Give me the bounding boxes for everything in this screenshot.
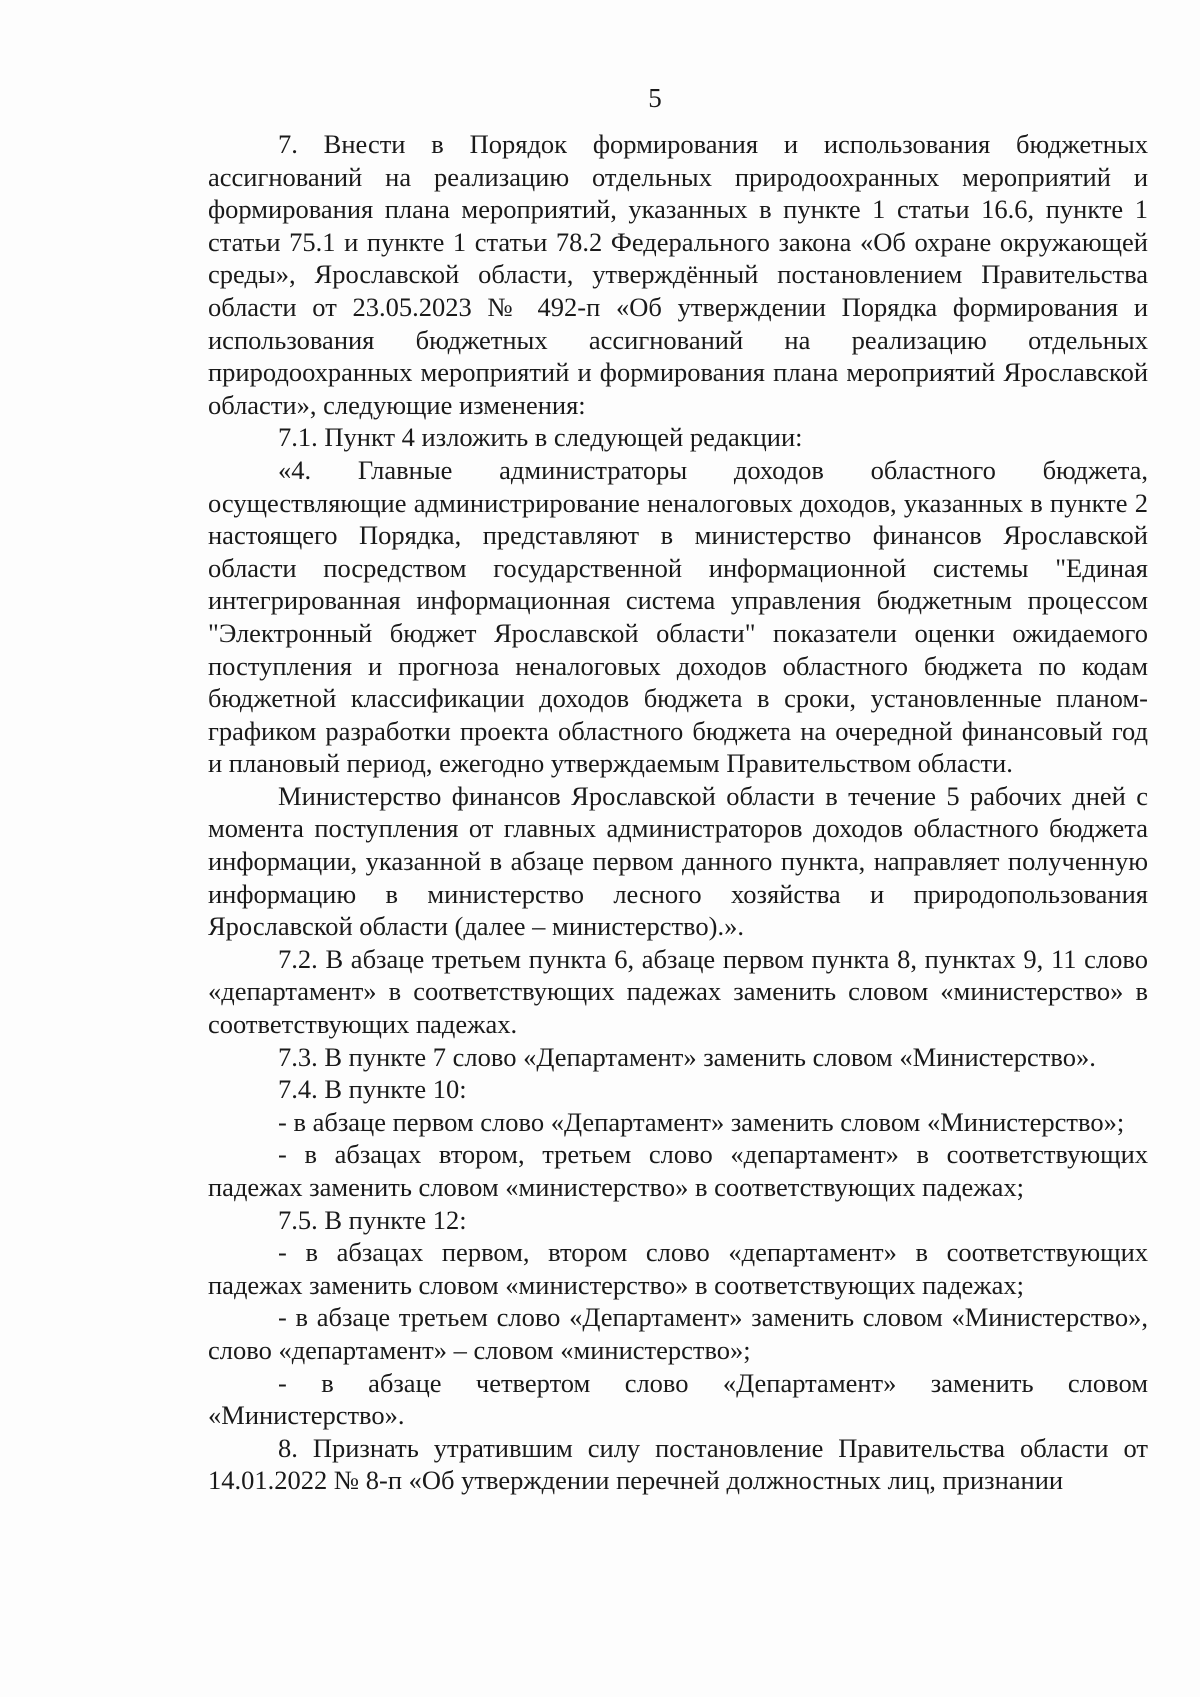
paragraph-7-4-item-1: - в абзаце первом слово «Департамент» заменить словом «Министерство»;: [278, 1106, 1125, 1137]
paragraph-7-1-ministry-finance: Министерство финансов Ярославской области в течение 5 рабочих дней с момента поступления от главных администраторов доходов областного бюджета информации, указанной в абзаце первом данного пункта, направляет полученную информацию в министерство лесного хозяйства и природопользования Ярославской области (далее – министерство).».: [208, 780, 1148, 942]
paragraph-7-5-item-2: - в абзаце третьем слово «Департамент» заменить словом «Министерство», слово «департамент» – словом «министерство»;: [208, 1302, 1148, 1365]
paragraph-7-4: 7.4. В пункте 10:: [278, 1074, 467, 1105]
paragraph-7-1: 7.1. Пункт 4 изложить в следующей редакции:: [278, 422, 803, 453]
paragraph-7: 7. Внести в Порядок формирования и использования бюджетных ассигнований на реализацию отдельных природоохранных мероприятий и формирования плана мероприятий, указанных в пункте 1 статьи 16.6, пункте 1 статьи 75.1 и пункте 1 статьи 78.2 Федерального закона «Об охране окружающей среды», Ярославской области, утверждённый постановлением Правительства области от 23.05.2023 № 492-п «Об утверждении Порядка формирования и использования бюджетных ассигнований на реализацию отдельных природоохранных мероприятий и формирования плана мероприятий Ярославской области», следующие изменения:: [208, 129, 1148, 420]
paragraph-7-2: 7.2. В абзаце третьем пункта 6, абзаце первом пункта 8, пунктах 9, 11 слово «департамент» в соответствующих падежах заменить словом «министерство» в соответствующих падежах.: [208, 943, 1148, 1040]
paragraph-7-3: 7.3. В пункте 7 слово «Департамент» заменить словом «Министерство».: [278, 1041, 1096, 1072]
paragraph-8: 8. Признать утратившим силу постановление Правительства области от 14.01.2022 № 8-п «Об утверждении перечней должностных лиц, признании: [208, 1432, 1148, 1496]
page-number: 5: [648, 83, 662, 113]
document-body: [208, 128, 1148, 1497]
paragraph-7-1-point-4: «4. Главные администраторы доходов областного бюджета, осуществляющие администрирование неналоговых доходов, указанных в пункте 2 настоящего Порядка, представляют в министерство финансов Ярославской области посредством государственной информационной системы "Единая интегрированная информационная система управления бюджетным процессом "Электронный бюджет Ярославской области" показатели оценки ожидаемого поступления и прогноза неналоговых доходов областного бюджета по кодам бюджетной классификации доходов бюджета в сроки, установленные планом-графиком разработки проекта областного бюджета на очередной финансовый год и плановый период, ежегодно утверждаемым Правительством области.: [208, 454, 1148, 779]
paragraph-7-4-item-2: - в абзацах втором, третьем слово «департамент» в соответствующих падежах заменить словом «министерство» в соответствующих падежах;: [208, 1139, 1148, 1202]
paragraph-7-5: 7.5. В пункте 12:: [278, 1204, 467, 1235]
paragraph-7-5-item-1: - в абзацах первом, втором слово «департамент» в соответствующих падежах заменить словом «министерство» в соответствующих падежах;: [208, 1237, 1148, 1300]
paragraph-7-5-item-3: - в абзаце четвертом слово «Департамент» заменить словом «Министерство».: [208, 1367, 1148, 1431]
